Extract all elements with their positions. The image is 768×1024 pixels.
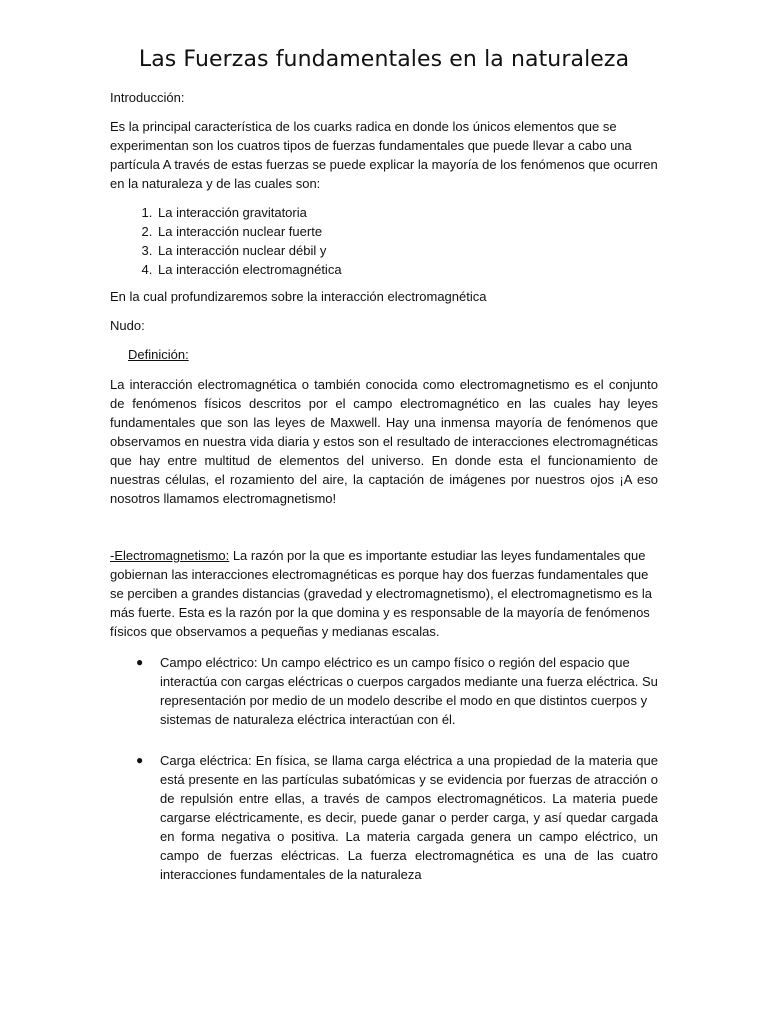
list-item [136,653,658,729]
forces-list [110,203,658,279]
list-item: 1. La interacción gravitatoria [156,203,658,222]
list-item: 2. La interacción nuclear fuerte [156,222,658,241]
definition-paragraph: La interacción electromagnética o también conocida como electromagnetismo es el conjunto de fenómenos físicos descritos por el campo electromagnético en las cuales hay leyes fundamentales que son las leyes de Maxwell. Hay una inmensa mayoría de fenómenos que observamos en nuestra vida diaria y estos son el resultado de interacciones electromagnéticas que hay entre multitud de elementos del universo. En donde esta el funcionamiento de nuestras células, el rozamiento del aire, la captación de imágenes por nuestros ojos ¡A eso nosotros llamamos electromagnetismo! [110,377,658,506]
after-list-text: En la cual profundizaremos sobre la interacción electromagnética [110,289,487,304]
list-item: 3. La interacción nuclear débil y [156,241,658,260]
electromagnetism-paragraph [110,546,658,641]
concepts-list [110,653,658,884]
list-item: 4. La interacción electromagnética [156,260,658,279]
electromagnetism-text: La razón por la que es importante estudiar las leyes fundamentales que gobiernan las interacciones electromagnéticas es porque hay dos fuerzas fundamentales que se perciben a grandes distancias (gravedad y electromagnetismo), el electromagnetismo es la más fuerte. Esta es la razón por la que domina y es responsable de la mayoría de fenómenos físicos que observamos a pequeñas y medianas escalas. [110,548,652,639]
list-item [136,751,658,884]
intro-label: Introducción: [110,90,185,105]
bullet-text: Carga eléctrica: En física, se llama carga eléctrica a una propiedad de la materia que está presente en las partículas subatómicas y se evidencia por fuerzas de atracción o de repulsión entre ellas, a través de campos electromagnéticos. La materia puede cargarse eléctricamente, es decir, puede ganar o perder carga, y así quedar cargada en forma negativa o positiva. La materia cargada genera un campo eléctrico, un campo de fuerzas eléctricas. La fuerza electromagnética es una de las cuatro interacciones fundamentales de la naturaleza [160,753,658,882]
document-title: Las Fuerzas fundamentales en la naturaleza [138,47,630,72]
nudo-label: Nudo: [110,318,145,333]
definition-heading-text: Definición: [128,347,189,362]
electromagnetism-label: -Electromagnetismo: [110,548,230,563]
definition-heading [110,345,658,364]
bullet-icon: ● [136,655,144,669]
intro-paragraph: Es la principal característica de los cuarks radica en donde los únicos elementos que se experimentan son los cuatros tipos de fuerzas fundamentales que puede llevar a cabo una partícula A través de estas fuerzas se puede explicar la mayoría de los fenómenos que ocurren en la naturaleza y de las cuales son: [110,119,658,191]
bullet-icon: ● [136,753,144,767]
bullet-text: Campo eléctrico: Un campo eléctrico es un campo físico o región del espacio que interactúa con cargas eléctricas o cuerpos cargados mediante una fuerza eléctrica. Su representación por medio de un modelo describe el modo en que distintos cuerpos y sistemas de naturaleza eléctrica interactúan con él. [160,655,658,727]
